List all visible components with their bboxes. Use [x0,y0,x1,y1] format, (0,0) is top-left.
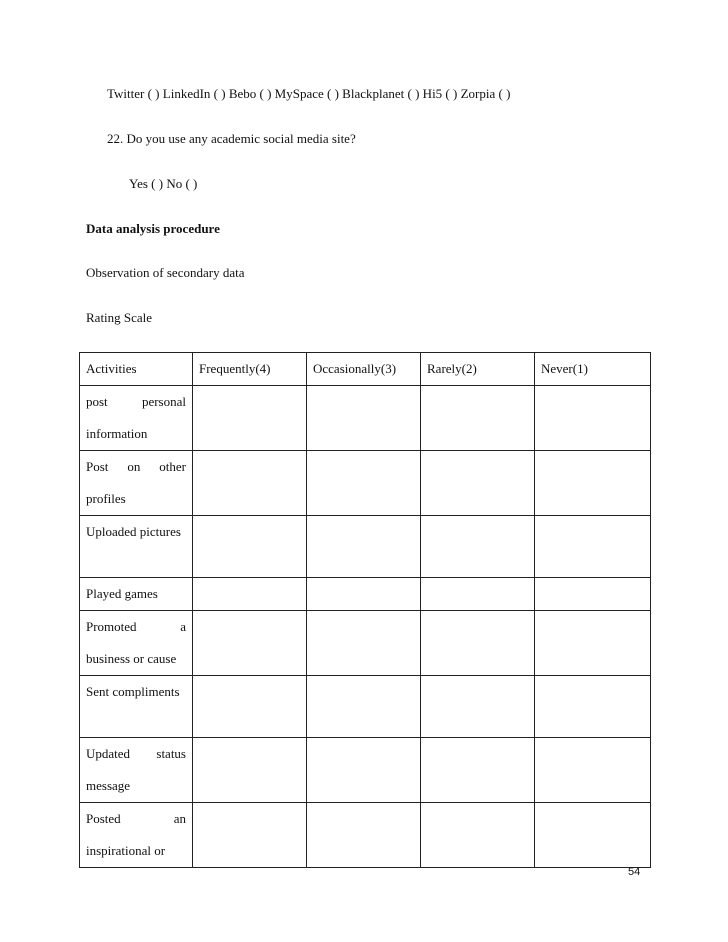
observation-text: Observation of secondary data [86,265,245,280]
table-row [80,578,651,611]
header-never: Never(1) [535,353,651,386]
header-activities: Activities [80,353,193,386]
table-row [80,451,651,516]
rating-cell[interactable] [421,516,535,578]
rating-cell[interactable] [193,578,307,611]
header-occasionally: Occasionally(3) [307,353,421,386]
rating-cell[interactable] [193,451,307,516]
activity-cell: Played games [80,578,193,611]
rating-cell[interactable] [535,676,651,738]
rating-cell[interactable] [307,451,421,516]
activity-cell: Uploaded pictures [80,516,193,578]
rating-cell[interactable] [307,676,421,738]
rating-cell[interactable] [421,803,535,868]
rating-cell[interactable] [307,738,421,803]
activity-cell: Promoted a business or cause [80,611,193,676]
rating-cell[interactable] [535,516,651,578]
table-row [80,738,651,803]
activity-cell: Posted an inspirational or [80,803,193,868]
rating-cell[interactable] [535,611,651,676]
header-frequently: Frequently(4) [193,353,307,386]
table-header-row [80,353,651,386]
social-networks-options: Twitter ( ) LinkedIn ( ) Bebo ( ) MySpace ( ) Blackplanet ( ) Hi5 ( ) Zorpia ( ) [107,86,511,101]
yes-no-options: Yes ( ) No ( ) [129,176,198,191]
rating-cell[interactable] [307,386,421,451]
activity-cell: Post on other profiles [80,451,193,516]
page-number: 54 [628,866,641,878]
rating-scale-label: Rating Scale [86,310,153,325]
rating-cell[interactable] [193,676,307,738]
question-22: 22. Do you use any academic social media site? [107,131,356,146]
table-row [80,611,651,676]
table-row [80,516,651,578]
rating-cell[interactable] [421,611,535,676]
activity-cell: Updated status message [80,738,193,803]
rating-cell[interactable] [535,386,651,451]
rating-cell[interactable] [193,803,307,868]
activity-cell: Sent compliments [80,676,193,738]
rating-cell[interactable] [193,386,307,451]
rating-cell[interactable] [421,386,535,451]
rating-cell[interactable] [421,451,535,516]
rating-cell[interactable] [307,611,421,676]
header-rarely: Rarely(2) [421,353,535,386]
activity-cell: post personal information [80,386,193,451]
rating-cell[interactable] [421,676,535,738]
rating-cell[interactable] [307,516,421,578]
rating-cell[interactable] [421,738,535,803]
rating-cell[interactable] [193,516,307,578]
table-row [80,803,651,868]
rating-cell[interactable] [535,578,651,611]
rating-cell[interactable] [535,738,651,803]
rating-cell[interactable] [307,803,421,868]
rating-scale-table [79,352,651,868]
section-heading: Data analysis procedure [86,221,220,236]
rating-cell[interactable] [421,578,535,611]
rating-cell[interactable] [193,611,307,676]
rating-cell[interactable] [535,451,651,516]
rating-cell[interactable] [193,738,307,803]
rating-cell[interactable] [535,803,651,868]
table-row [80,676,651,738]
table-row [80,386,651,451]
rating-cell[interactable] [307,578,421,611]
